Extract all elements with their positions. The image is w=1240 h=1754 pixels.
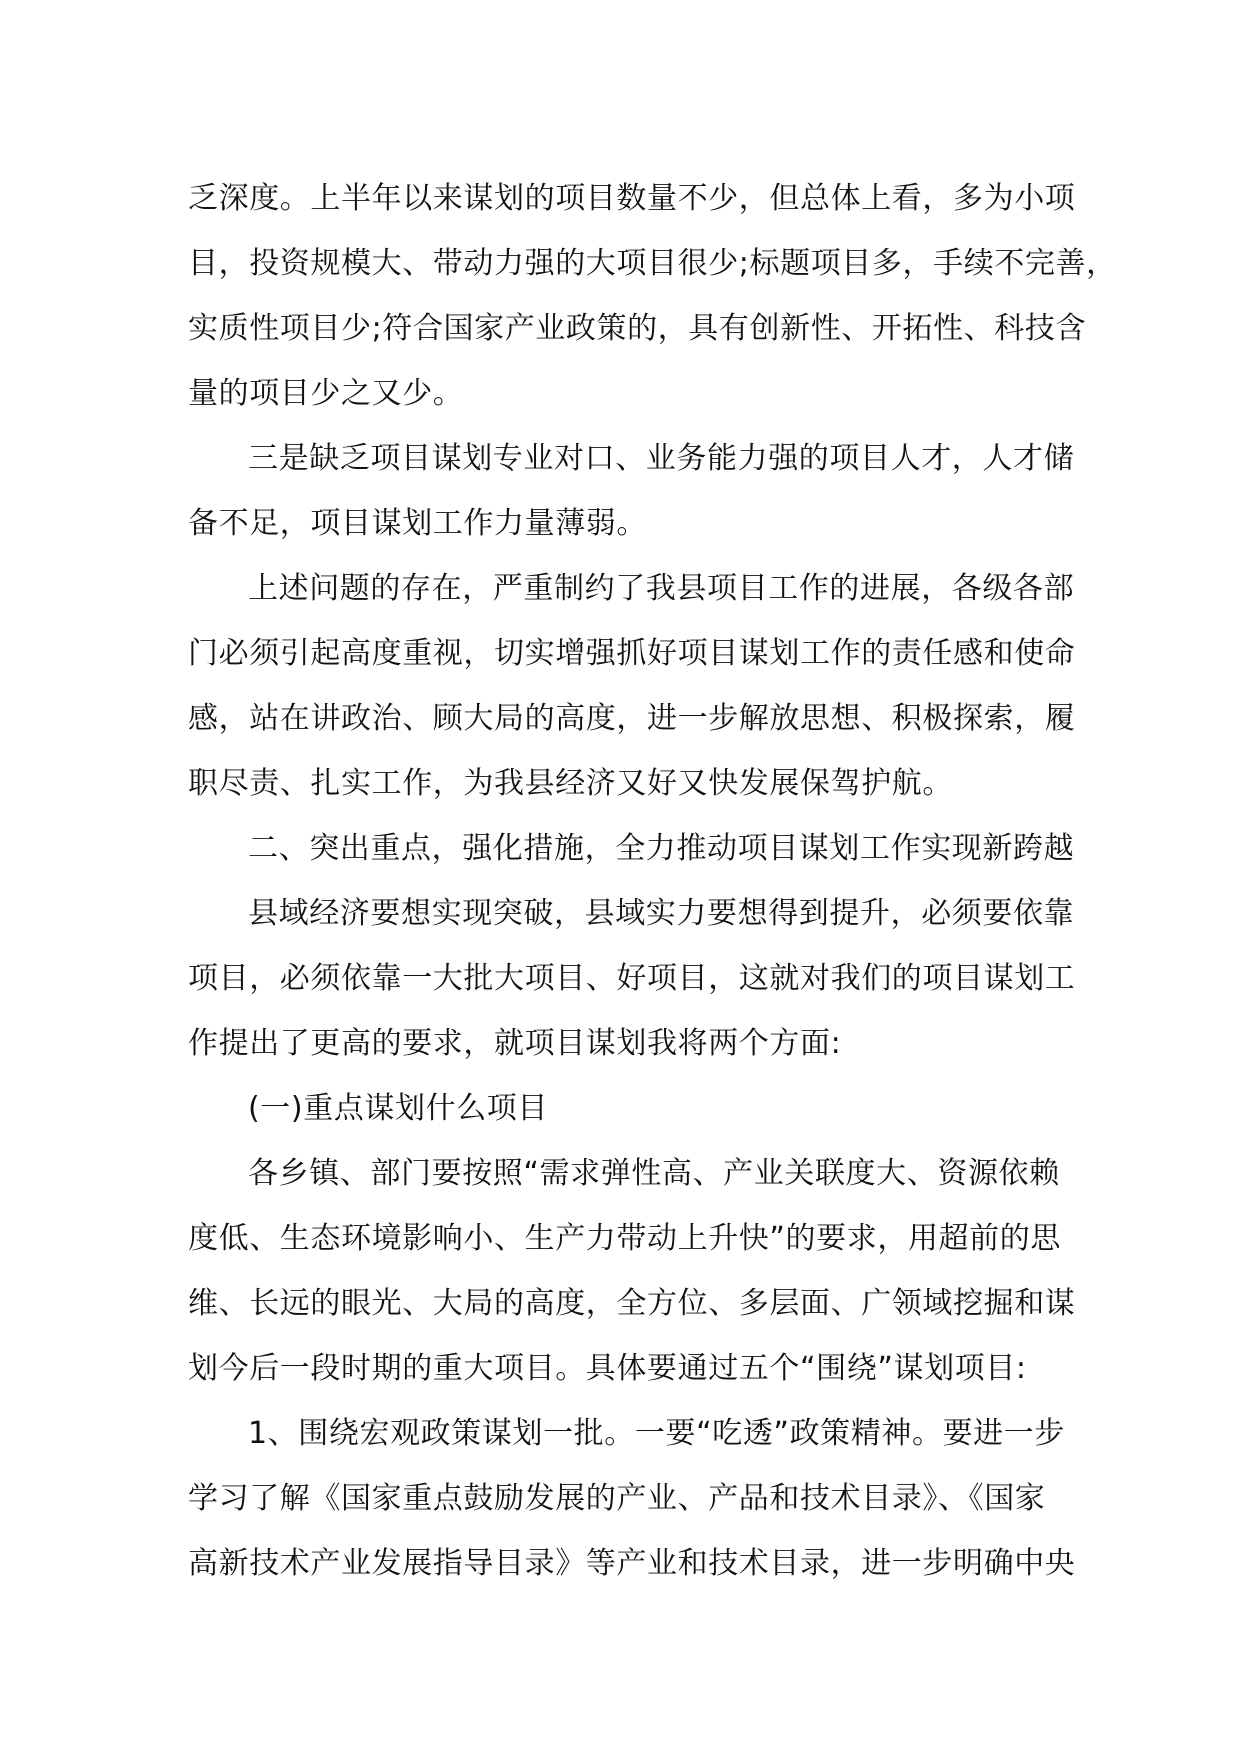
- text-line: 门必须引起高度重视，切实增强抓好项目谋划工作的责任感和使命: [188, 636, 1076, 671]
- text-line: 上述问题的存在，严重制约了我县项目工作的进展，各级各部: [248, 571, 1075, 606]
- text-line: 目，投资规模大、带动力强的大项目很少;标题项目多，手续不完善，: [188, 246, 1117, 281]
- text-line: 三是缺乏项目谋划专业对口、业务能力强的项目人才，人才储: [248, 441, 1075, 476]
- text-line: 备不足，项目谋划工作力量薄弱。: [188, 506, 647, 541]
- section-heading: 二、突出重点，强化措施，全力推动项目谋划工作实现新跨越: [248, 831, 1075, 866]
- text-line: 维、长远的眼光、大局的高度，全方位、多层面、广领域挖掘和谋: [188, 1286, 1076, 1321]
- text-line: 乏深度。上半年以来谋划的项目数量不少，但总体上看，多为小项: [188, 181, 1076, 216]
- text-line: 职尽责、扎实工作，为我县经济又好又快发展保驾护航。: [188, 766, 953, 801]
- text-line: 项目，必须依靠一大批大项目、好项目，这就对我们的项目谋划工: [188, 961, 1076, 996]
- text-line: 作提出了更高的要求，就项目谋划我将两个方面:: [188, 1026, 842, 1061]
- subsection-heading: (一)重点谋划什么项目: [248, 1091, 549, 1126]
- text-line: 度低、生态环境影响小、生产力带动上升快”的要求，用超前的思: [188, 1221, 1061, 1256]
- text-line: 高新技术产业发展指导目录》等产业和技术目录，进一步明确中央: [188, 1546, 1076, 1581]
- text-line: 各乡镇、部门要按照“需求弹性高、产业关联度大、资源依赖: [248, 1156, 1060, 1191]
- text-line: 学习了解《国家重点鼓励发展的产业、产品和技术目录》、《国家: [188, 1481, 1046, 1516]
- text-line: 量的项目少之又少。: [188, 376, 464, 411]
- text-line: 县域经济要想实现突破，县域实力要想得到提升，必须要依靠: [248, 896, 1075, 931]
- text-line: 感，站在讲政治、顾大局的高度，进一步解放思想、积极探索，履: [188, 701, 1076, 736]
- document-page: [188, 166, 1117, 1596]
- text-line: 1、围绕宏观政策谋划一批。一要“吃透”政策精神。要进一步: [248, 1416, 1065, 1451]
- text-line: 划今后一段时期的重大项目。具体要通过五个“围绕”谋划项目:: [188, 1351, 1027, 1386]
- text-line: 实质性项目少;符合国家产业政策的，具有创新性、开拓性、科技含: [188, 311, 1087, 346]
